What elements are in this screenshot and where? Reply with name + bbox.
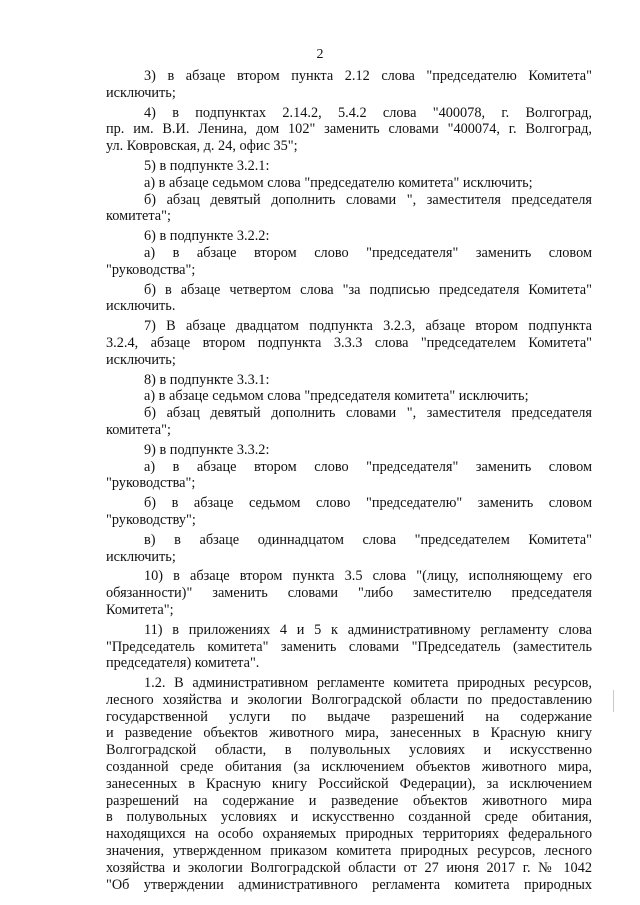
text-line: лесного хозяйства и экологии Волгоградской области по предоставлению xyxy=(106,691,592,708)
text-line: в полувольных условиях и искусственно созданной среде обитания, xyxy=(106,809,592,826)
text-line: созданной среде обитания (за исключением объектов животного мира, xyxy=(106,759,592,776)
text-line: 11) в приложениях 4 и 5 к административному регламенту слова xyxy=(144,621,592,638)
text-line: занесенных в Красную книгу Российской Федерации), за исключением xyxy=(106,775,592,792)
text-line: исключить. xyxy=(106,298,176,315)
text-line: председателя) комитета". xyxy=(106,655,260,672)
text-line: Комитета"; xyxy=(106,601,174,618)
text-line: б) в абзаце седьмом слово "председателю" заменить словом xyxy=(144,495,592,512)
scan-edge-mark xyxy=(613,690,614,712)
text-line: обязанности)" заменить словами "либо заместителю председателя xyxy=(106,585,592,602)
text-line: разрешений на содержание и разведение объектов животного мира xyxy=(106,792,592,809)
text-line: комитета"; xyxy=(106,421,171,438)
text-line: б) абзац девятый дополнить словами ", заместителя председателя xyxy=(144,191,592,208)
text-line: хозяйства и экологии Волгоградской области от 27 июня 2017 г. № 1042 xyxy=(106,859,592,876)
document-body xyxy=(106,68,592,893)
text-line: в) в абзаце одиннадцатом слова "председателем Комитета" xyxy=(144,531,592,548)
text-line: "руководству"; xyxy=(106,511,196,528)
text-line: находящихся на особо охраняемых природных территориях федерального xyxy=(106,826,592,843)
text-line: ул. Ковровская, д. 24, офис 35"; xyxy=(106,138,298,155)
text-line: исключить; xyxy=(106,84,176,101)
text-line: и разведение объектов животного мира, занесенных в Красную книгу xyxy=(106,725,592,742)
page-number: 2 xyxy=(316,47,324,62)
text-line: комитета"; xyxy=(106,208,171,225)
text-line: государственной услуги по выдаче разрешений на содержание xyxy=(106,708,592,725)
text-line: 9) в подпункте 3.3.2: xyxy=(144,441,270,458)
text-line: 4) в подпунктах 2.14.2, 5.4.2 слова "400078, г. Волгоград, xyxy=(144,104,592,121)
text-line: 7) В абзаце двадцатом подпункта 3.2.3, абзаце втором подпункта xyxy=(144,318,592,335)
text-line: "Председатель комитета" заменить словами "Председатель (заместитель xyxy=(106,638,592,655)
text-line: а) в абзаце втором слово "председателя" заменить словом xyxy=(144,244,592,261)
text-line: а) в абзаце втором слово "председателя" заменить словом xyxy=(144,458,592,475)
text-line: "Об утверждении административного регламента комитета природных xyxy=(106,876,592,893)
text-line: а) в абзаце седьмом слова "председателю комитета" исключить; xyxy=(144,174,533,191)
text-line: "руководства"; xyxy=(106,475,196,492)
text-line: 1.2. В административном регламенте комитета природных ресурсов, xyxy=(144,675,592,692)
text-line: а) в абзаце седьмом слова "председателя комитета" исключить; xyxy=(144,388,529,405)
text-line: 3) в абзаце втором пункта 2.12 слова "председателю Комитета" xyxy=(144,68,592,84)
text-line: 5) в подпункте 3.2.1: xyxy=(144,157,270,174)
text-line: б) в абзаце четвертом слова "за подписью председателя Комитета" xyxy=(144,281,592,298)
text-line: 8) в подпункте 3.3.1: xyxy=(144,371,270,388)
text-line: 3.2.4, абзаце втором подпункта 3.3.3 слова "председателем Комитета" xyxy=(106,334,592,351)
text-line: 10) в абзаце втором пункта 3.5 слова "(лицу, исполняющему его xyxy=(144,568,592,585)
text-line: исключить; xyxy=(106,548,176,565)
text-line: значения, утвержденном приказом комитета природных ресурсов, лесного xyxy=(106,843,592,860)
text-line: Волгоградской области, в полувольных условиях и искусственно xyxy=(106,742,592,759)
text-line: "руководства"; xyxy=(106,261,196,278)
text-line: пр. им. В.И. Ленина, дом 102" заменить словами "400074, г. Волгоград, xyxy=(106,121,592,138)
text-line: исключить; xyxy=(106,351,176,368)
text-line: б) абзац девятый дополнить словами ", заместителя председателя xyxy=(144,405,592,422)
text-line: 6) в подпункте 3.2.2: xyxy=(144,228,270,245)
